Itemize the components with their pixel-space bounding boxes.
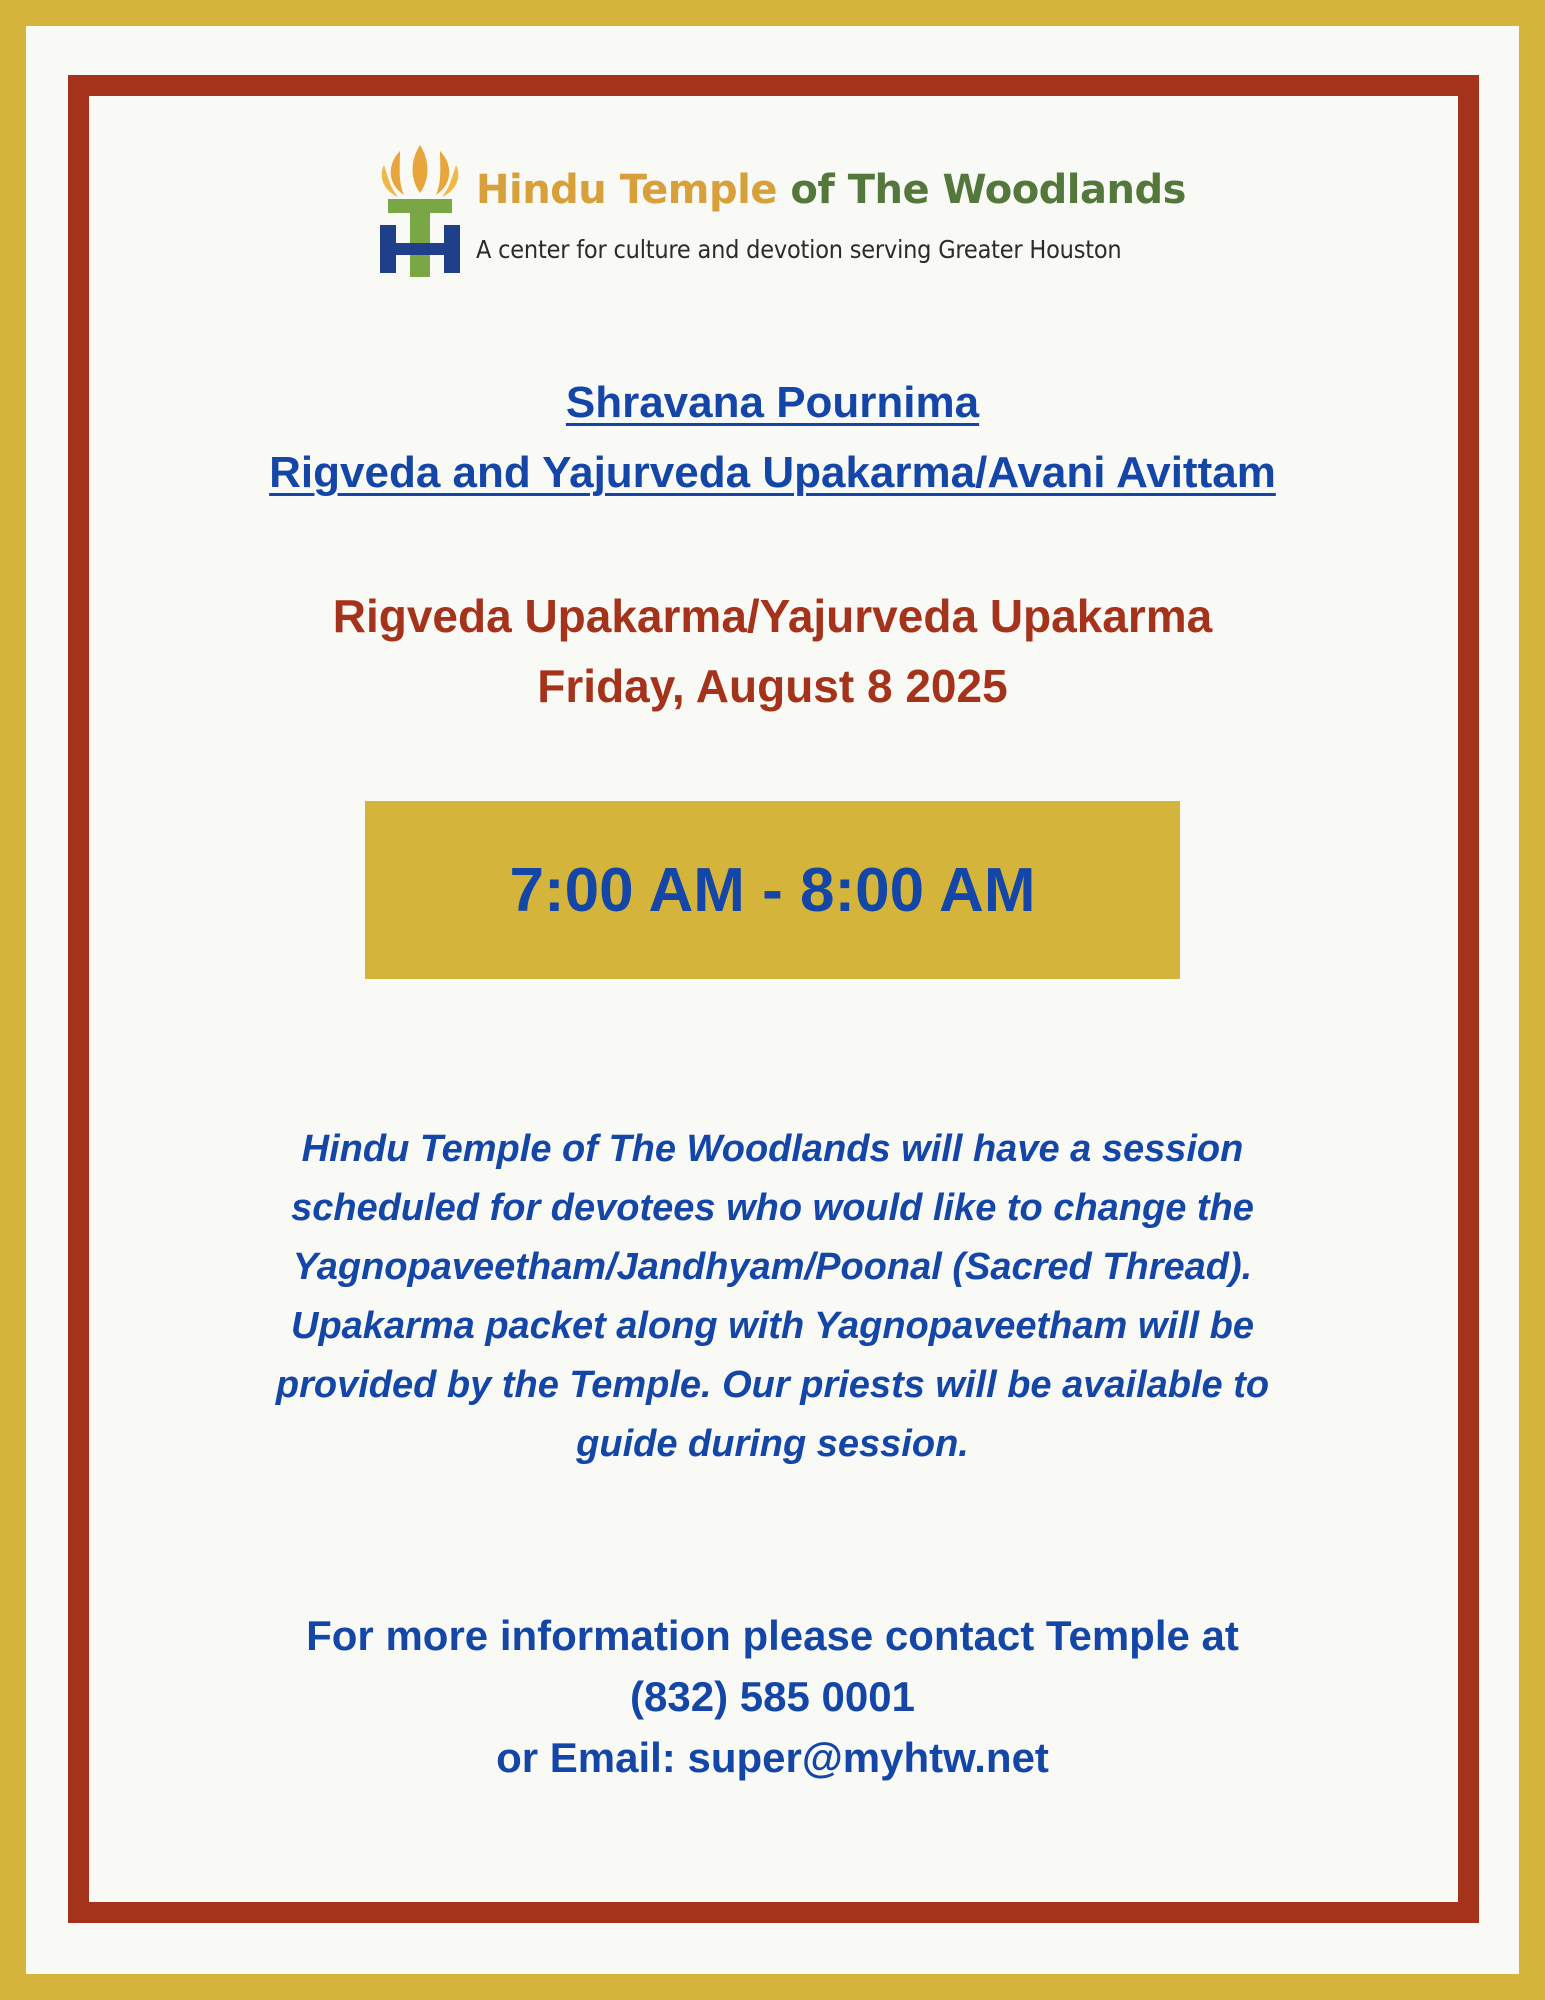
heading-shravana-pournima: Shravana Pournima bbox=[565, 378, 980, 427]
contact-email: or Email: super@myhtw.net bbox=[496, 1734, 1049, 1781]
description-line: Yagnopaveetham/Jandhyam/Poonal (Sacred Thread). bbox=[292, 1246, 1253, 1288]
event-date: Friday, August 8 2025 bbox=[537, 660, 1008, 712]
contact-phone: (832) 585 0001 bbox=[630, 1673, 915, 1720]
event-time: 7:00 AM - 8:00 AM bbox=[509, 855, 1036, 925]
event-name: Rigveda Upakarma/Yajurveda Upakarma bbox=[332, 590, 1213, 642]
contact-block bbox=[0, 1605, 1545, 1788]
contact-intro: For more information please contact Temple at bbox=[306, 1612, 1239, 1659]
description-line: Upakarma packet along with Yagnopaveetham will be bbox=[291, 1305, 1254, 1347]
temple-logo-icon bbox=[370, 143, 470, 283]
description-line: Hindu Temple of The Woodlands will have a session bbox=[301, 1128, 1244, 1170]
heading-block bbox=[0, 368, 1545, 508]
logo-title-hindu-temple: Hindu Temple bbox=[476, 167, 777, 213]
description-line: provided by the Temple. Our priests will be available to bbox=[275, 1364, 1270, 1406]
event-block bbox=[0, 581, 1545, 721]
temple-logo bbox=[370, 143, 1190, 283]
logo-title bbox=[476, 167, 1186, 213]
description-paragraph bbox=[200, 1120, 1345, 1474]
description-line: guide during session. bbox=[576, 1423, 969, 1465]
heading-upakarma-avani-avittam: Rigveda and Yajurveda Upakarma/Avani Avittam bbox=[269, 448, 1276, 497]
description-line: scheduled for devotees who would like to change the bbox=[291, 1187, 1254, 1229]
logo-title-woodlands: of The Woodlands bbox=[790, 167, 1186, 213]
logo-tagline: A center for culture and devotion serving Greater Houston bbox=[476, 235, 1122, 264]
time-box bbox=[365, 801, 1180, 979]
